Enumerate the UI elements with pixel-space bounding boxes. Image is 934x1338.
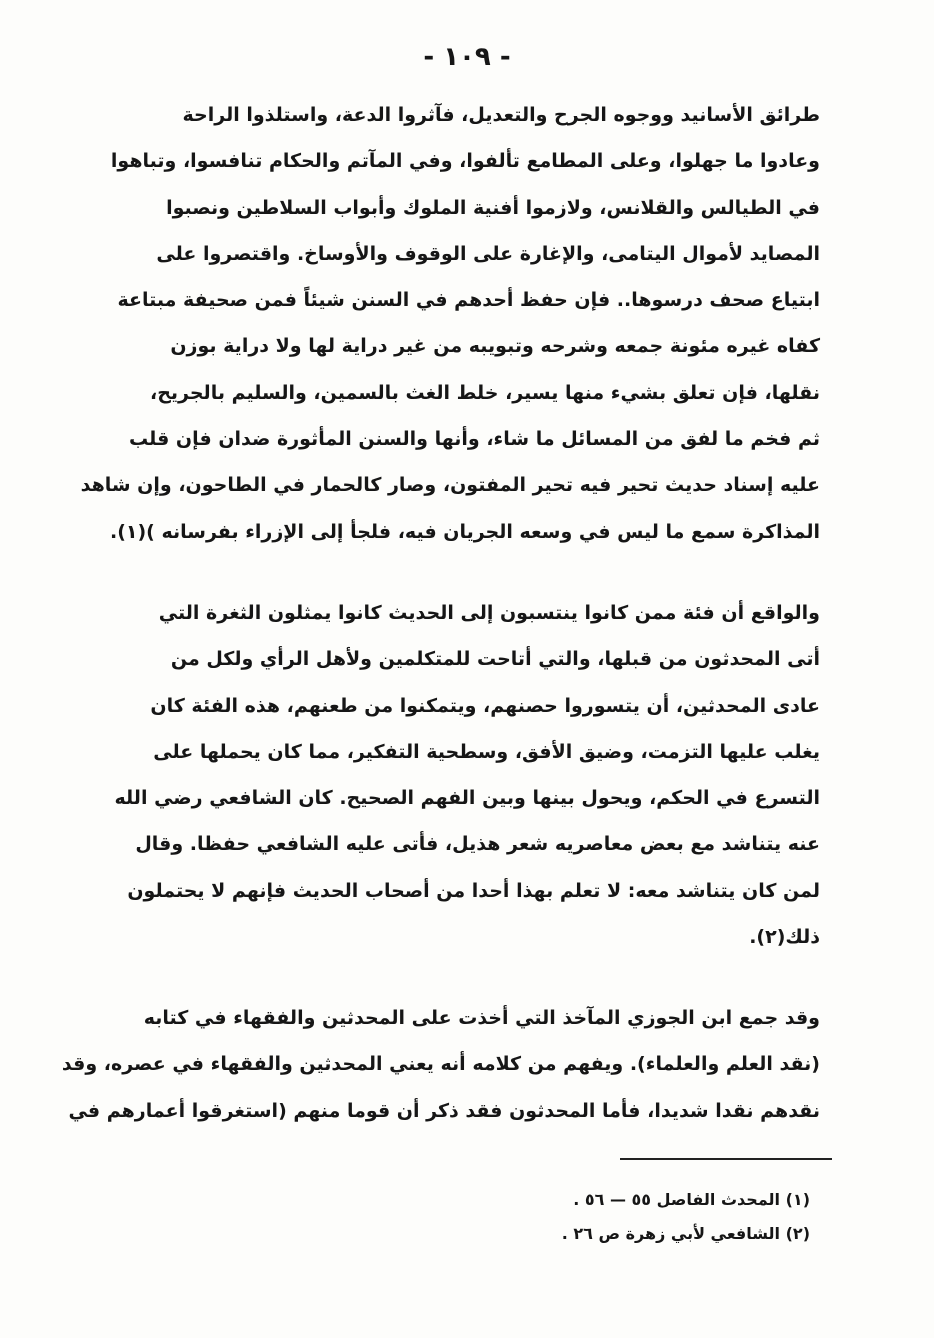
- footnote-1: (١) المحدث الفاصل ٥٥ — ٥٦ .: [573, 1190, 810, 1209]
- text-line: عليه إسناد حديث تحير فيه تحير المفتون، وصار كالحمار في الطاحون، وإن شاهد: [80, 474, 820, 497]
- text-line: المذاكرة سمع ما ليس في وسعه الجريان فيه، فلجأ إلى الإزراء بفرسانه )(١).: [109, 520, 820, 543]
- text-line: المصايد لأموال اليتامى، والإغارة على الوقوف والأوساخ. واقتصروا على: [156, 242, 820, 265]
- text-line: ثم فخم ما لفق من المسائل ما شاء، وأنها والسنن المأثورة ضدان فإن قلب: [128, 428, 820, 451]
- text-line: ذلك(٢).: [749, 926, 820, 949]
- text-line: وقد جمع ابن الجوزي المآخذ التي أخذت على المحدثين والفقهاء في كتابه: [143, 1007, 820, 1029]
- text-line: وعادوا ما جهلوا، وعلى المطامع تألفوا، وفي المآتم والحكام تنافسوا، وتباهوا: [110, 150, 820, 173]
- text-line: والواقع أن فئة ممن كانوا ينتسبون إلى الحديث كانوا يمثلون الثغرة التي: [158, 602, 820, 624]
- text-line: (نقد العلم والعلماء). ويفهم من كلامه أنه يعني المحدثين والفقهاء في عصره، وقد: [61, 1053, 820, 1076]
- footnote-2: (٢) الشافعي لأبي زهرة ص ٢٦ .: [561, 1224, 810, 1243]
- text-line: يغلب عليها التزمت، وضيق الأفق، وسطحية التفكير، مما كان يحملها على: [153, 740, 820, 763]
- text-line: لمن كان يتناشد معه: لا تعلم بهذا أحدا من أصحاب الحديث فإنهم لا يحتملون: [127, 879, 820, 902]
- text-line: نقلها، فإن تعلق بشيء منها يسير، خلط الغث بالسمين، والسليم بالجريح،: [150, 381, 820, 404]
- text-line: أتى المحدثون من قبلها، والتي أتاحت للمتكلمين ولأهل الرأي ولكل من: [170, 648, 820, 671]
- text-line: طرائق الأسانيد ووجوه الجرح والتعديل، فآثروا الدعة، واستلذوا الراحة: [182, 104, 820, 126]
- footnotes: [420, 1183, 810, 1251]
- paragraph-1: [80, 92, 820, 555]
- paragraph-2: [114, 590, 820, 960]
- text-line: عادى المحدثين، أن يتسوروا حصنهم، ويتمكنوا من طعنهم، هذه الفئة كان: [150, 694, 820, 717]
- text-line: في الطيالس والقلانس، ولازموا أفنية الملوك وأبواب السلاطين ونصبوا: [166, 196, 820, 219]
- page-number: - ١٠٩ -: [423, 42, 511, 72]
- text-line: نقدهم نقدا شديدا، فأما المحدثون فقد ذكر أن قوما منهم (استغرقوا أعمارهم في: [68, 1099, 820, 1122]
- footnote-divider: [620, 1158, 832, 1160]
- text-line: عنه يتناشد مع بعض معاصريه شعر هذيل، فأتى عليه الشافعي حفظا. وقال: [135, 833, 820, 856]
- text-line: ابتياع صحف درسوها.. فإن حفظ أحدهم في السنن شيئاً فمن صحيفة مبتاعة: [117, 289, 820, 312]
- text-line: التسرع في الحكم، ويحول بينها وبين الفهم الصحيح. كان الشافعي رضي الله: [114, 787, 820, 810]
- paragraph-3: [61, 995, 820, 1134]
- text-line: كفاه غيره مئونة جمعه وشرحه وتبويبه من غير دراية لها ولا دراية بوزن: [170, 335, 820, 358]
